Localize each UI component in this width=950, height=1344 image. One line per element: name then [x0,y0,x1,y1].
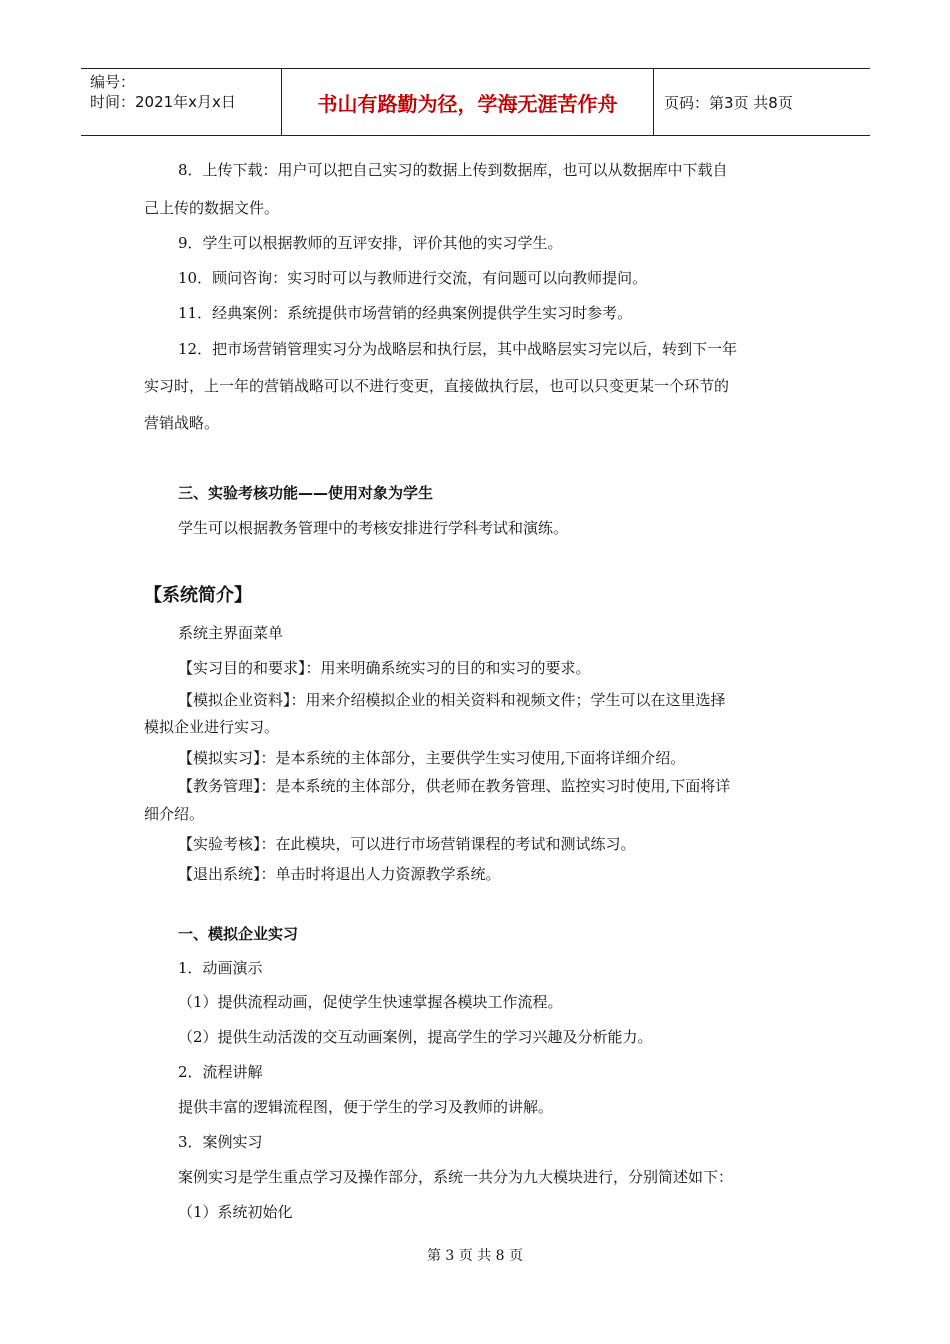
paragraph-line: 3．案例实习 [178,1133,263,1151]
paragraph-line: （1）系统初始化 [178,1203,293,1221]
document-date: 时间：2021年x月x日 [90,93,236,111]
paragraph-line: 9．学生可以根据教师的互评安排，评价其他的实习学生。 [178,234,563,252]
paragraph-line: 【教务管理】：是本系统的主体部分，供老师在教务管理、监控实习时使用,下面将详 [178,777,731,795]
paragraph-line: 10．顾问咨询：实习时可以与教师进行交流，有问题可以向教师提问。 [178,269,648,287]
paragraph-line: 细介绍。 [144,805,205,823]
paragraph-line: （1）提供流程动画，促使学生快速掌握各模块工作流程。 [178,993,563,1011]
paragraph-line: 11．经典案例：系统提供市场营销的经典案例提供学生实习时参考。 [178,304,633,322]
paragraph-line: 一、模拟企业实习 [178,925,299,943]
paragraph-line: 【退出系统】：单击时将退出人力资源教学系统。 [178,865,501,883]
paragraph-line: 三、实验考核功能——使用对象为学生 [178,484,434,502]
paragraph-line: 1．动画演示 [178,959,263,977]
paragraph-line: 【模拟实习】：是本系统的主体部分，主要供学生实习使用,下面将详细介绍。 [178,749,686,767]
paragraph-line: 【系统简介】 [144,585,252,606]
paragraph-line: 提供丰富的逻辑流程图，便于学生的学习及教师的讲解。 [178,1098,554,1116]
paragraph-line: 8．上传下载：用户可以把自己实习的数据上传到数据库，也可以从数据库中下载自 [178,161,728,179]
document-number-label: 编号： [90,73,136,91]
paragraph-line: 学生可以根据教务管理中的考核安排进行学科考试和演练。 [178,519,569,537]
header-motto: 书山有路勤为径，学海无涯苦作舟 [282,69,654,135]
page-header [81,68,870,136]
footer-page-number: 第 3 页 共 8 页 [426,1248,524,1264]
paragraph-line: 2．流程讲解 [178,1063,263,1081]
paragraph-line: 实习时，上一年的营销战略可以不进行变更，直接做执行层，也可以只变更某一个环节的 [144,377,730,395]
paragraph-line: 12．把市场营销管理实习分为战略层和执行层，其中战略层实习完以后，转到下一年 [178,340,738,358]
header-meta [81,69,282,135]
header-page-info: 页码：第3页 共8页 [664,93,793,112]
paragraph-line: 营销战略。 [144,414,220,432]
paragraph-line: 己上传的数据文件。 [144,199,280,217]
paragraph-line: 【模拟企业资料】：用来介绍模拟企业的相关资料和视频文件；学生可以在这里选择 [178,691,726,709]
paragraph-line: 【实习目的和要求】：用来明确系统实习的目的和实习的要求。 [178,659,591,677]
paragraph-line: 【实验考核】：在此模块，可以进行市场营销课程的考试和测试练习。 [178,835,636,853]
paragraph-line: 系统主界面菜单 [178,624,284,642]
paragraph-line: 案例实习是学生重点学习及操作部分，系统一共分为九大模块进行，分别简述如下： [178,1168,734,1186]
paragraph-line: 模拟企业进行实习。 [144,718,280,736]
page-footer [0,1245,950,1265]
paragraph-line: （2）提供生动活泼的交互动画案例，提高学生的学习兴趣及分析能力。 [178,1028,653,1046]
